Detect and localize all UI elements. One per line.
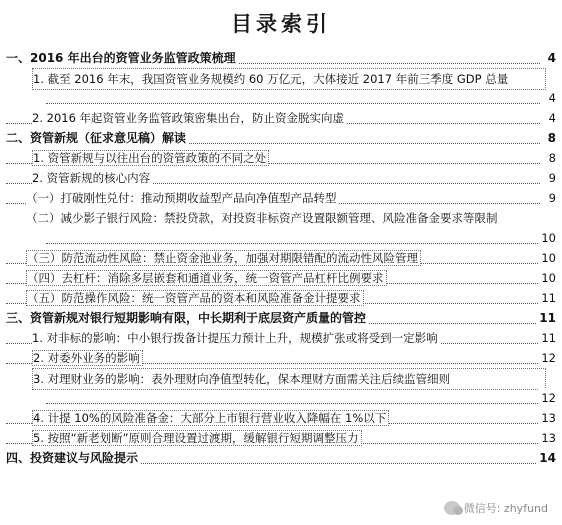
toc-entry-text: 四、投资建议与风险提示 xyxy=(6,451,139,465)
toc-entry[interactable] xyxy=(6,68,556,108)
watermark xyxy=(444,500,548,516)
toc-entry[interactable] xyxy=(6,248,556,268)
toc-entry-text: 3. 对理财业务的影响：表外理财向净值型转化，保本理财方面需关注后续监管细则 xyxy=(32,368,546,390)
toc-entry-text: 三、资管新规对银行短期影响有限，中长期利于底层资产质量的管控 xyxy=(6,311,367,325)
toc-entry-text: 2. 对委外业务的影响 xyxy=(32,350,143,366)
toc-page-number: 13 xyxy=(539,428,556,448)
toc-entry-text: （五）防范操作风险：统一资管产品的资本和风险准备金计提要求 xyxy=(26,290,364,306)
toc-entry[interactable] xyxy=(6,428,556,448)
toc-page-number: 11 xyxy=(539,288,556,308)
toc-page-number: 8 xyxy=(547,148,556,168)
toc-entry[interactable] xyxy=(6,268,556,288)
dot-leader xyxy=(46,403,540,404)
toc-entry[interactable] xyxy=(6,148,556,168)
toc-entry[interactable] xyxy=(6,108,556,128)
toc-entry-text: 2. 资管新规的核心内容 xyxy=(32,171,151,185)
toc-page-number: 8 xyxy=(546,128,556,148)
toc-entry[interactable] xyxy=(6,448,556,468)
toc-page-number: 9 xyxy=(547,188,556,208)
toc-page-number: 13 xyxy=(539,408,556,428)
wechat-icon xyxy=(444,501,460,515)
toc-page-number: 4 xyxy=(546,48,556,68)
toc-page-number: 10 xyxy=(539,268,556,288)
toc-entry-text: （一）打破刚性兑付：推动预期收益型产品向净值型产品转型 xyxy=(26,191,337,205)
toc-entry-text: 1. 截至 2016 年末，我国资管业务规模约 60 万亿元，大体接近 2017 年前三季度 GDP 总量 xyxy=(32,68,546,90)
dot-leader xyxy=(46,103,540,104)
toc-page-number: 9 xyxy=(547,168,556,188)
table-of-contents xyxy=(6,48,556,468)
toc-page-number: 12 xyxy=(539,348,556,368)
toc-entry-text: 二、资管新规（征求意见稿）解读 xyxy=(6,131,187,145)
toc-page-number: 12 xyxy=(539,388,556,408)
toc-entry[interactable] xyxy=(6,368,556,408)
toc-entry[interactable] xyxy=(6,328,556,348)
toc-entry-text: （三）防范流动性风险：禁止资金池业务，加强对期限错配的流动性风险管理 xyxy=(26,250,421,266)
watermark-text: 微信号: zhyfund xyxy=(463,502,548,515)
toc-entry-text: 1. 对非标的影响：中小银行拨备计提压力预计上升，规模扩张或将受到一定影响 xyxy=(32,331,438,345)
toc-page-number: 14 xyxy=(537,448,556,468)
toc-entry[interactable] xyxy=(6,128,556,148)
toc-entry[interactable] xyxy=(6,208,556,248)
toc-page-number: 11 xyxy=(539,328,556,348)
toc-entry-text: 一、2016 年出台的资管业务监管政策梳理 xyxy=(6,51,236,65)
toc-page-number: 4 xyxy=(547,88,556,108)
toc-entry[interactable] xyxy=(6,348,556,368)
toc-entry-text: 5. 按照“新老划断”原则合理设置过渡期，缓解银行短期调整压力 xyxy=(32,430,362,446)
toc-entry[interactable] xyxy=(6,408,556,428)
toc-entry[interactable] xyxy=(6,48,556,68)
toc-page-number: 11 xyxy=(537,308,556,328)
toc-page-number: 4 xyxy=(547,108,556,128)
toc-page-number: 10 xyxy=(539,248,556,268)
toc-entry[interactable] xyxy=(6,308,556,328)
dot-leader xyxy=(46,243,540,244)
toc-entry-text: （四）去杠杆：消除多层嵌套和通道业务，统一资管产品杠杆比例要求 xyxy=(26,270,387,286)
toc-entry-text: 2. 2016 年起资管业务监管政策密集出台，防止资金脱实向虚 xyxy=(32,111,345,125)
toc-entry-text: 4. 计提 10%的风险准备金：大部分上市银行营业收入降幅在 1%以下 xyxy=(32,410,389,426)
toc-entry-text: 1. 资管新规与以往出台的资管政策的不同之处 xyxy=(32,150,269,166)
toc-entry-text: （二）减少影子银行风险：禁投贷款，对投资非标资产设置限额管理、风险准备金要求等限制 xyxy=(26,211,498,225)
toc-entry[interactable] xyxy=(6,168,556,188)
toc-page-number: 10 xyxy=(539,228,556,248)
toc-entry[interactable] xyxy=(6,188,556,208)
page-title: 目录索引 xyxy=(231,11,331,36)
toc-entry[interactable] xyxy=(6,288,556,308)
